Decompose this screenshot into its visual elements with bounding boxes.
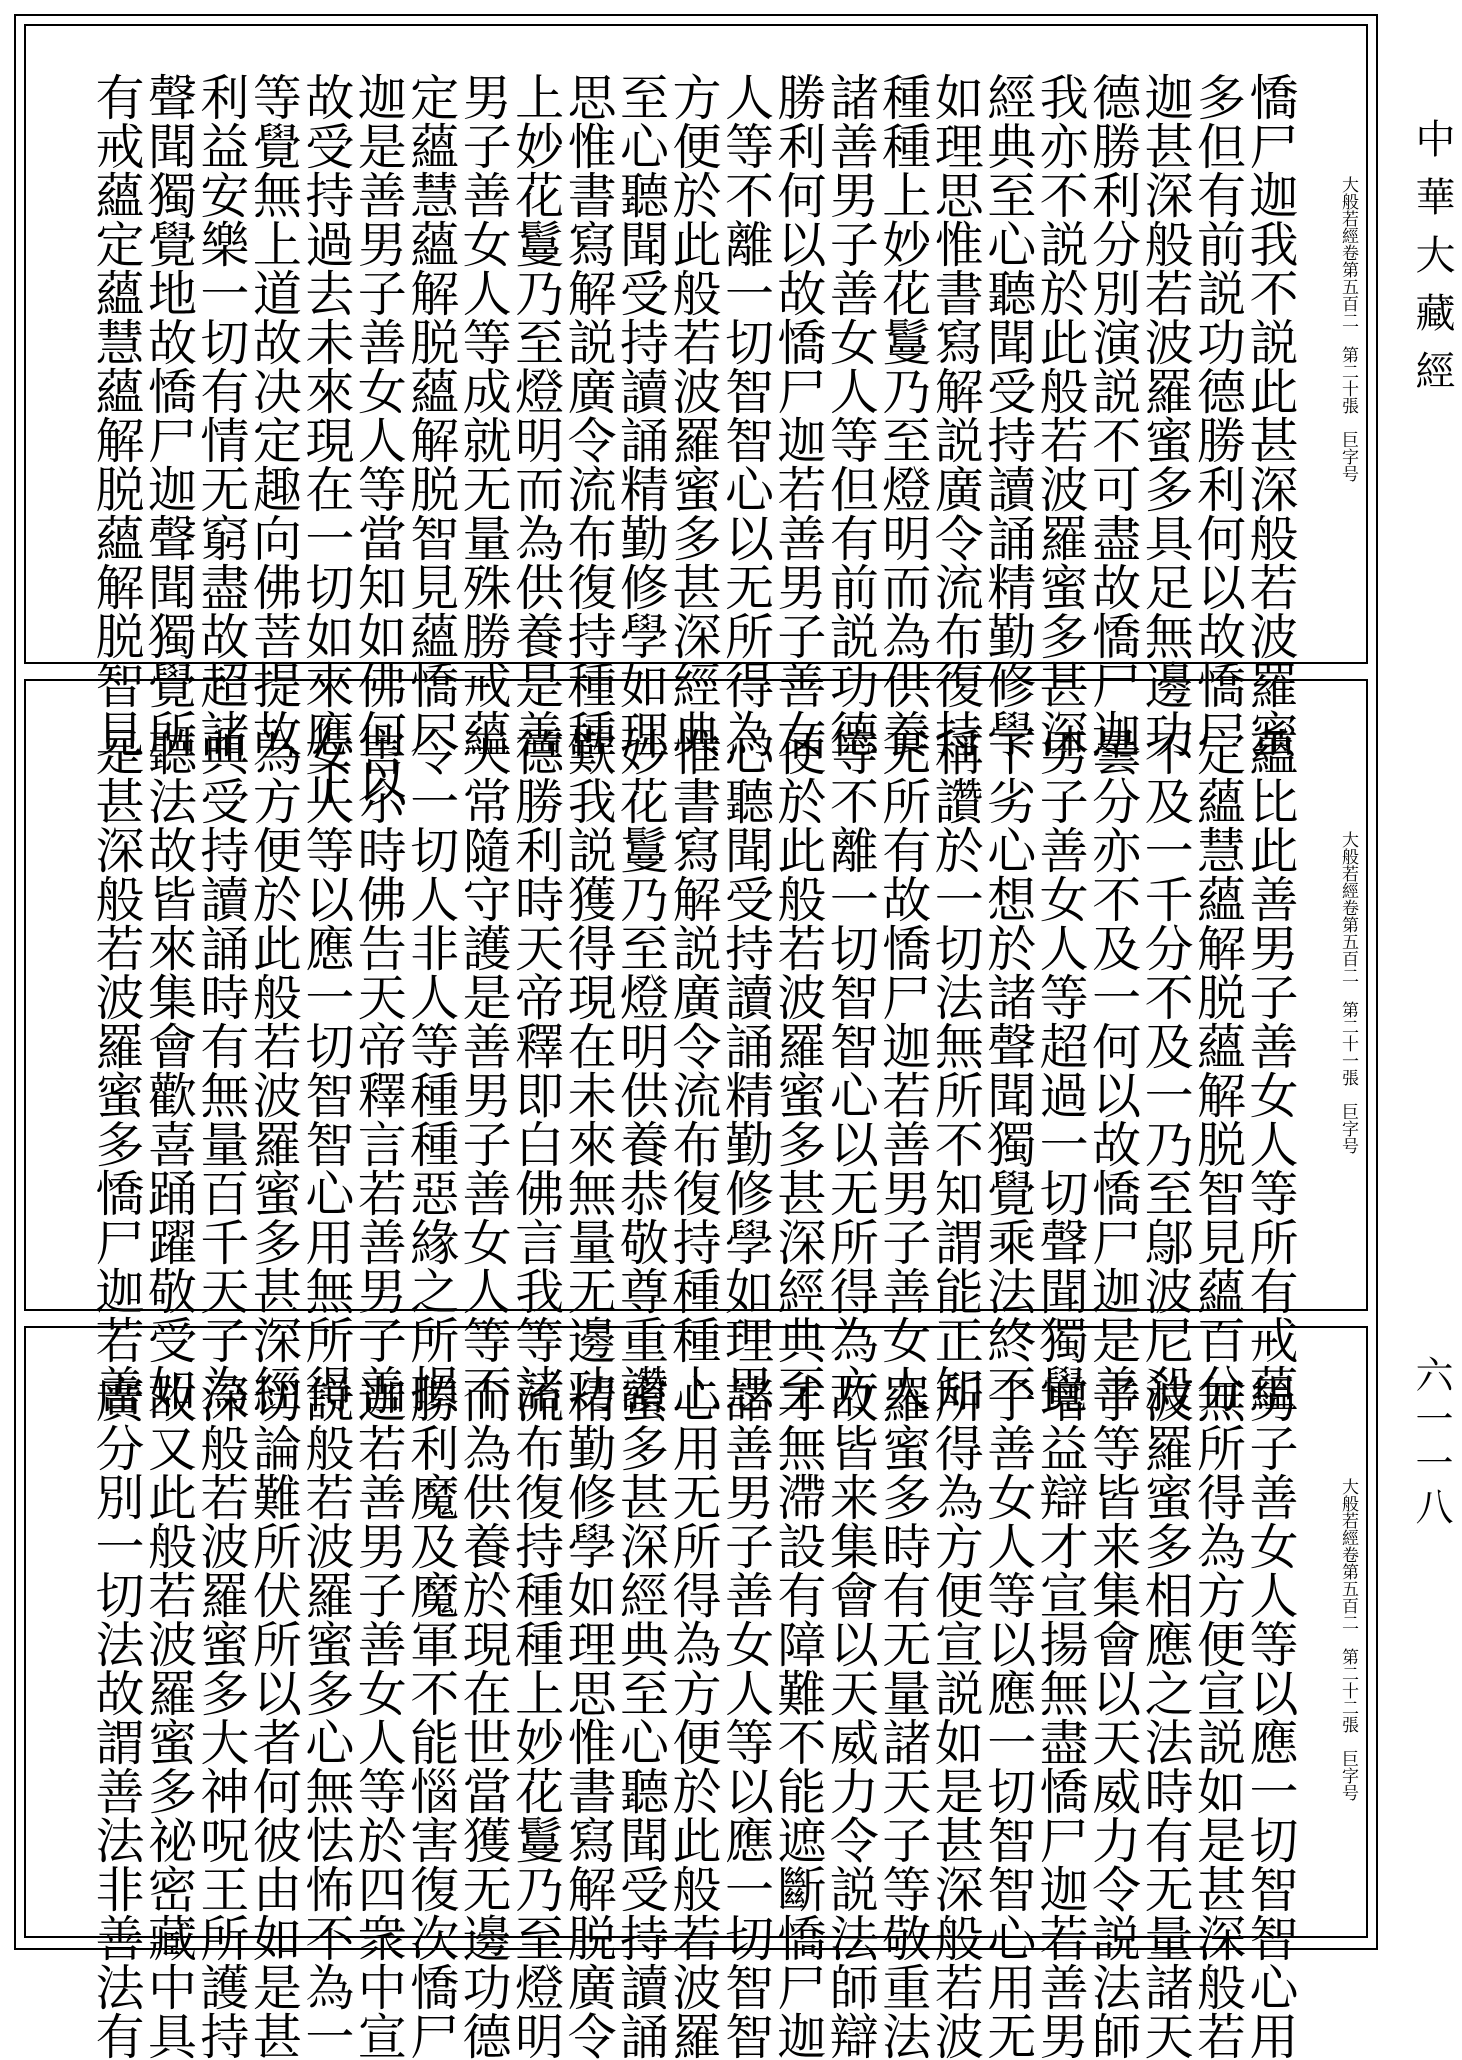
- text-column: 男子善女人等以應一切智智心用: [1241, 1374, 1299, 2060]
- text-column: 定蘊慧蘊解脱蘊解脱智見蘊憍尸: [402, 72, 460, 758]
- text-column: 説般若波羅蜜多心無怯怖不為一: [297, 1374, 355, 2060]
- text-column: 迦若善男子善女人等於四衆中宣: [350, 1374, 408, 2060]
- text-column: 故皆来集會以天威力令説法師辯: [822, 1374, 880, 2060]
- text-column: 有戒蘊定蘊慧蘊解脱蘊解脱智見: [88, 72, 145, 758]
- text-column: 女人等以應一切智智心用無所得: [297, 727, 355, 1413]
- text-columns-3: [88, 1328, 1299, 2060]
- text-column: 而為供養於現在世當獲无邊功德: [455, 1374, 513, 2060]
- text-column: 勝利魔及魔軍不能惱害復次憍尸: [402, 1374, 460, 2060]
- text-column: 種種上妙花鬘乃至燈明而為供養: [874, 72, 932, 758]
- page-frame: [14, 14, 1378, 2060]
- text-column: 羅蜜多時有无量諸天子等敬重法: [874, 1374, 932, 2060]
- text-column: 蜜多甚深經典至心聽聞受持讀誦: [612, 1374, 670, 2060]
- text-column: 切論難所伏所以者何彼由如是甚: [245, 1374, 303, 2060]
- panel-header-1: 大般若經卷第五百二 第二十張 巨字号: [1338, 176, 1358, 482]
- text-panel-3: [24, 1326, 1368, 2060]
- text-columns-1: [88, 26, 1299, 807]
- text-column: 子等皆来集會以天威力令説法師: [1084, 1374, 1142, 2060]
- text-column: 流布復持種種上妙花鬘乃至燈明: [507, 1374, 565, 2060]
- text-column: 曇分亦不及一何以故憍尸迦是善: [1084, 727, 1142, 1413]
- text-column: 才無滯設有障難不能遮斷憍尸迦: [769, 1374, 827, 2060]
- text-column: 多但有前説功德勝利何以故憍尸: [1189, 72, 1247, 758]
- text-columns-2: [88, 681, 1299, 1413]
- text-column: 利益安樂一切有情无窮盡故超諸: [192, 72, 250, 758]
- text-column: 是甚深般若波羅蜜多憍尸迦若善: [88, 727, 145, 1413]
- text-column: 勝利何以故憍尸迦若善男子善女: [769, 72, 827, 758]
- text-column: 等不離一切智智心以无所得為方: [822, 727, 880, 1413]
- text-column: 如理思惟書寫解説廣令流布復持: [927, 72, 985, 758]
- text-column: 歎我説獲得現在未來無量无邊功: [560, 727, 618, 1413]
- text-column: 增益辯才宣揚無盡憍尸迦若善男: [1032, 1374, 1090, 2060]
- text-column: 德勝利時天帝釋即白佛言我等諸: [507, 727, 565, 1413]
- text-column: 至心聽聞受持讀誦精勤修學如理: [612, 72, 670, 758]
- text-column: 定蘊慧蘊解脱蘊解脱智見蘊百分: [1189, 727, 1247, 1413]
- text-column: 廣分別一切法故謂善法非善法有: [88, 1374, 145, 2060]
- text-column: 波羅蜜多相應之法時有无量諸天: [1137, 1374, 1195, 2060]
- text-column: 德勝利分別演説不可盡故憍尸迦: [1084, 72, 1142, 758]
- text-column: 諸善男子善女人等但有前説功德: [822, 72, 880, 758]
- text-column: 為方便於此般若波羅蜜多甚深經: [245, 727, 303, 1413]
- text-column: 所得為方便宣説如是甚深般若波: [927, 1374, 985, 2060]
- text-column: 聽法故皆來集會歡喜踊躍敬受如: [140, 727, 198, 1413]
- text-column: 不及一千分不及一乃至鄔波尼殺: [1137, 727, 1195, 1413]
- text-column: 下劣心想於諸聲聞獨覺乘法終不: [979, 727, 1037, 1413]
- text-column: 惟書寫解説廣令流布復持種種上: [664, 727, 722, 1413]
- text-column: 無所得為方便宣説如是甚深般若: [1189, 1374, 1247, 2060]
- text-column: 上妙花鬘乃至燈明而為供養是善: [507, 72, 565, 758]
- panel-header-3: 大般若經卷第五百二 第二十二張 巨字号: [1338, 1478, 1358, 1801]
- text-column: 我亦不説於此般若波羅蜜多甚深: [1032, 72, 1090, 758]
- side-title: 中華大藏經: [1409, 118, 1455, 408]
- text-column: 等覺無上道故决定趣向佛菩提故: [245, 72, 303, 758]
- text-column: 典受持讀誦時有無量百千天子為: [192, 727, 250, 1413]
- text-column: 故受持過去未來現在一切如來應正: [297, 72, 355, 807]
- page-number: 六一一八: [1409, 1355, 1453, 1531]
- text-column: 憍尸迦我不説此甚深般若波羅蜜: [1241, 72, 1299, 758]
- text-column: 妙花鬘乃至燈明供養恭敬尊重讚: [612, 727, 670, 1413]
- text-column: 精勤修學如理思惟書寫解脱廣令: [560, 1374, 618, 2060]
- text-column: 蘊比此善男子善女人等所有戒蘊: [1241, 727, 1299, 1413]
- text-column: 心聽聞受持讀誦精勤修學如理思: [717, 727, 775, 1413]
- text-column: 天常隨守護是善男子善女人等不: [455, 727, 513, 1413]
- text-panel-1: [24, 24, 1368, 807]
- panel-header-2: 大般若經卷第五百二 第二十一張 巨字号: [1338, 831, 1358, 1154]
- text-column: 心用无所得為方便於此般若波羅: [664, 1374, 722, 2060]
- text-column: 迦甚深般若波羅蜜多具足無邊功: [1137, 72, 1195, 758]
- text-column: 无所有故憍尸迦若善男子善女人: [874, 727, 932, 1413]
- text-column: 方便於此般若波羅蜜多甚深經典: [664, 72, 722, 758]
- text-column: 故又此般若波羅蜜多祕密藏中具: [140, 1374, 198, 2060]
- text-column: 諸善男子善女人等以應一切智智: [717, 1374, 775, 2060]
- text-column: 男子善女人等超過一切聲聞獨覺: [1032, 727, 1090, 1413]
- text-column: 人等不離一切智智心以无所得為: [717, 72, 775, 758]
- text-column: 經典至心聽聞受持讀誦精勤修學: [979, 72, 1037, 758]
- text-column: 深般若波羅蜜多大神呪王所護持: [192, 1374, 250, 2060]
- text-column: 稱讚於一切法無所不知謂能正知: [927, 727, 985, 1413]
- text-column: 子善女人等以應一切智智心用无: [979, 1374, 1037, 2060]
- text-column: 害尒時佛告天帝釋言若善男子善: [350, 727, 408, 1413]
- text-column: 聲聞獨覺地故憍尸迦聲聞獨覺所: [140, 72, 198, 758]
- text-column: 令一切人非人等種種惡緣之所損: [402, 727, 460, 1413]
- text-panel-2: [24, 679, 1368, 1413]
- text-column: 迦是善男子善女人等當知如佛何以: [350, 72, 408, 807]
- text-column: 思惟書寫解説廣令流布復持種種: [560, 72, 618, 758]
- text-column: 便於此般若波羅蜜多甚深經典至: [769, 727, 827, 1413]
- text-column: 男子善女人等成就无量殊勝戒蘊: [455, 72, 513, 758]
